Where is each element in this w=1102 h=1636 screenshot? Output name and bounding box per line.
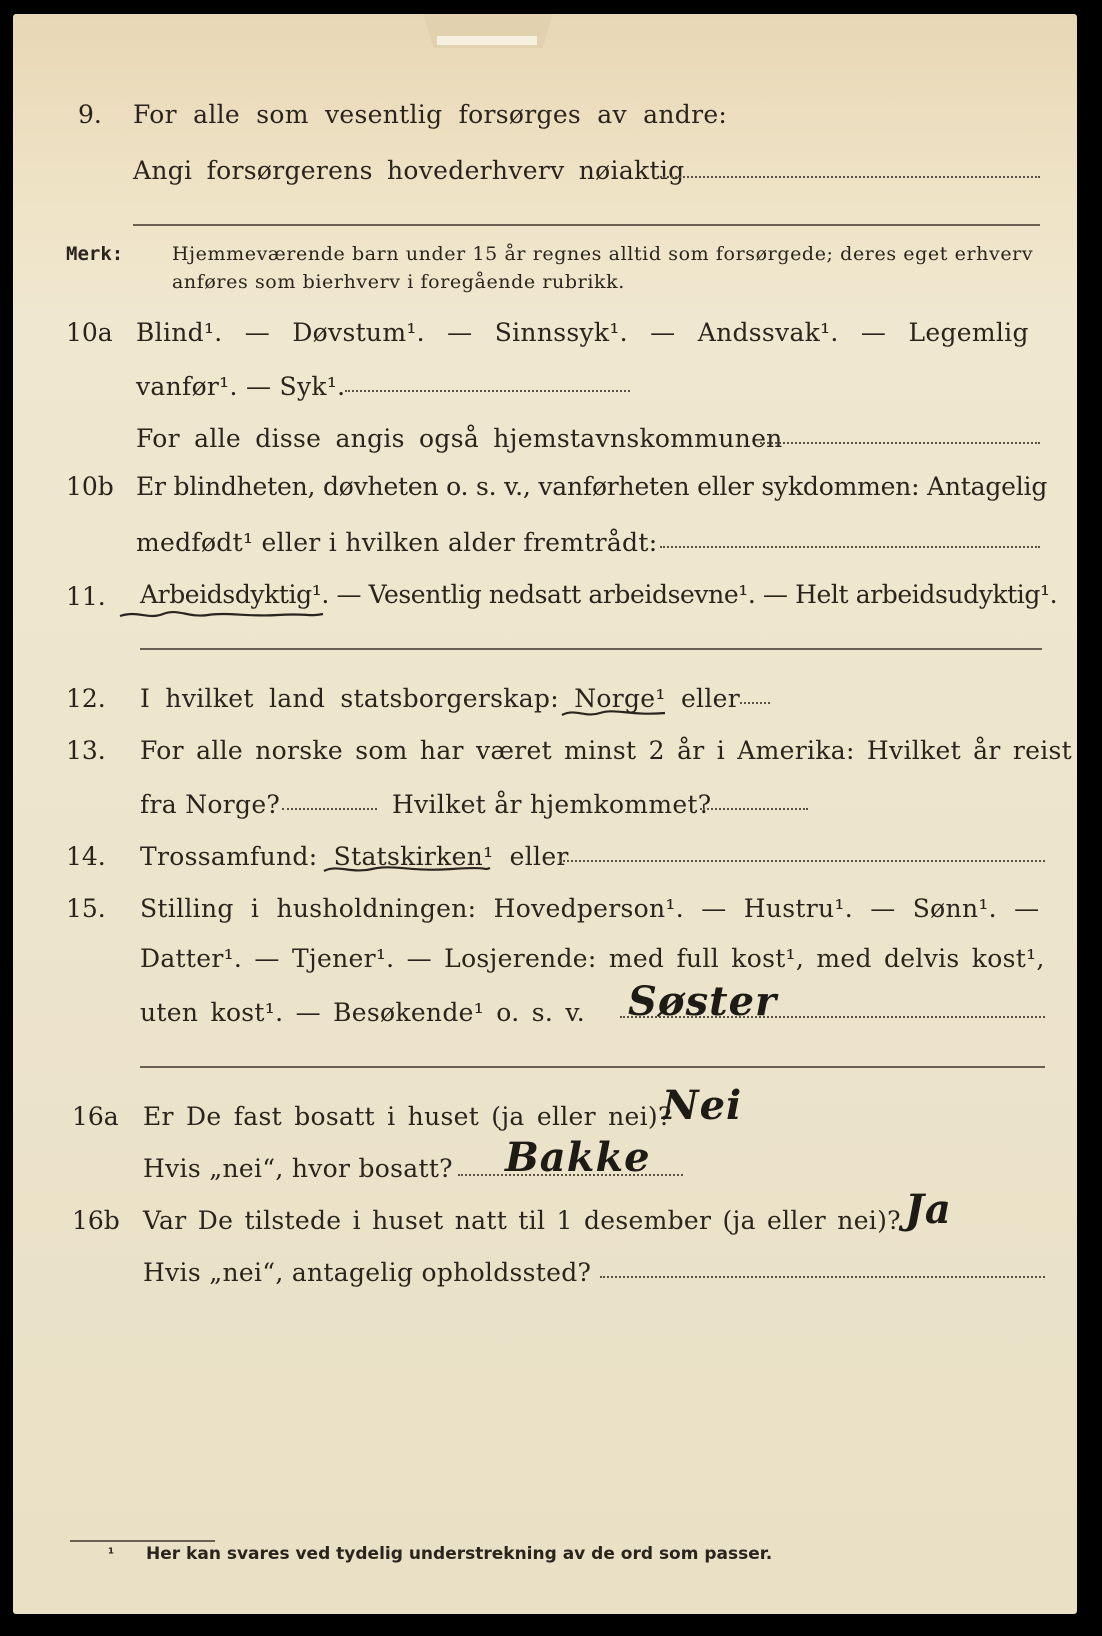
q12-number: 12. [66,684,106,713]
merk-line1: Hjemmeværende barn under 15 år regnes alltid som forsørgede; deres eget erhverv [172,243,1034,265]
q16a-line1: Er De fast bosatt i huset (ja eller nei)? [143,1102,672,1131]
q16a-handwritten-answer2: Bakke [505,1134,651,1181]
q14-handwritten-underline [322,862,492,876]
q15-line2: Datter¹. — Tjener¹. — Losjerende: med full kost¹, med delvis kost¹, [140,944,1045,973]
q12-line1: I hvilket land statsborgerskap: Norge¹ eller [140,684,740,713]
q10a-line3: For alle disse angis også hjemstavnskommunen [136,424,783,453]
q16a-number: 16a [72,1102,119,1131]
q15-answer-rule[interactable] [140,1066,1045,1068]
q16b-handwritten-answer1: Ja [905,1186,952,1233]
q13-line2b: Hvilket år hjemkommet? [392,790,712,819]
q16a-handwritten-answer1: Nei [662,1082,743,1129]
q12-answer-line[interactable] [740,702,770,704]
q10a-line1: Blind¹. — Døvstum¹. — Sinnssyk¹. — Andssvak¹. — Legemlig [136,318,1029,347]
q13-hjemkommet-answer-line[interactable] [700,808,808,810]
q14-number: 14. [66,842,106,871]
q11-number: 11. [66,582,106,611]
q16b-line1: Var De tilstede i huset natt til 1 desember (ja eller nei)? [143,1206,901,1235]
q12-handwritten-underline [560,706,670,720]
q9-number: 9. [78,100,102,129]
q10b-number: 10b [66,472,114,501]
q11-answer-rule[interactable] [140,648,1042,650]
q13-line1: For alle norske som har været minst 2 år i Amerika: Hvilket år reist [140,736,1073,765]
footnote-text: Her kan svares ved tydelig understrekning av de ord som passer. [146,1544,773,1564]
q10b-line2: medfødt¹ eller i hvilken alder fremtrådt: [136,528,658,557]
q13-number: 13. [66,736,106,765]
q15-handwritten-answer: Søster [628,978,778,1025]
q10a-syk-answer-line[interactable] [345,390,630,392]
footnote-rule [70,1540,215,1542]
q9-answer-line[interactable] [660,176,1040,178]
q15-answer-line[interactable] [620,1016,1045,1018]
q16b-number: 16b [72,1206,120,1235]
merk-line2: anføres som bierhverv i foregående rubrikk. [172,271,625,293]
q14-answer-line[interactable] [560,860,1045,862]
q9-line1: For alle som vesentlig forsørges av andre: [133,100,728,129]
footnote-mark: ¹ [108,1546,115,1562]
q13-line2a: fra Norge? [140,790,281,819]
q9-answer-rule[interactable] [133,224,1040,226]
q13-reist-answer-line[interactable] [282,808,377,810]
q11-line1: Arbeidsdyktig¹. — Vesentlig nedsatt arbeidsevne¹. — Helt arbeidsudyktig¹. [140,580,1058,609]
q10b-line1: Er blindheten, døvheten o. s. v., vanførheten eller sykdommen: Antagelig [136,472,1048,501]
q11-handwritten-underline [118,608,328,622]
q16b-answer-line[interactable] [600,1276,1045,1278]
q15-line3: uten kost¹. — Besøkende¹ o. s. v. [140,998,586,1027]
q10b-answer-line[interactable] [660,546,1040,548]
merk-label: Merk: [66,243,124,265]
q14-line1: Trossamfund: Statskirken¹ eller [140,842,569,871]
paper-tab [423,14,553,48]
q15-number: 15. [66,894,106,923]
q10a-line2: vanfør¹. — Syk¹. [136,372,346,401]
q9-line2: Angi forsørgerens hovederhverv nøiaktig [133,156,685,185]
q10a-kommune-answer-line[interactable] [760,442,1040,444]
q16a-line2: Hvis „nei“, hvor bosatt? [143,1154,453,1183]
q10a-number: 10a [66,318,113,347]
q16b-line2: Hvis „nei“, antagelig opholdssted? [143,1258,592,1287]
q15-line1: Stilling i husholdningen: Hovedperson¹. — Hustru¹. — Sønn¹. — [140,894,1040,923]
q16a-answer-line[interactable] [458,1174,683,1176]
